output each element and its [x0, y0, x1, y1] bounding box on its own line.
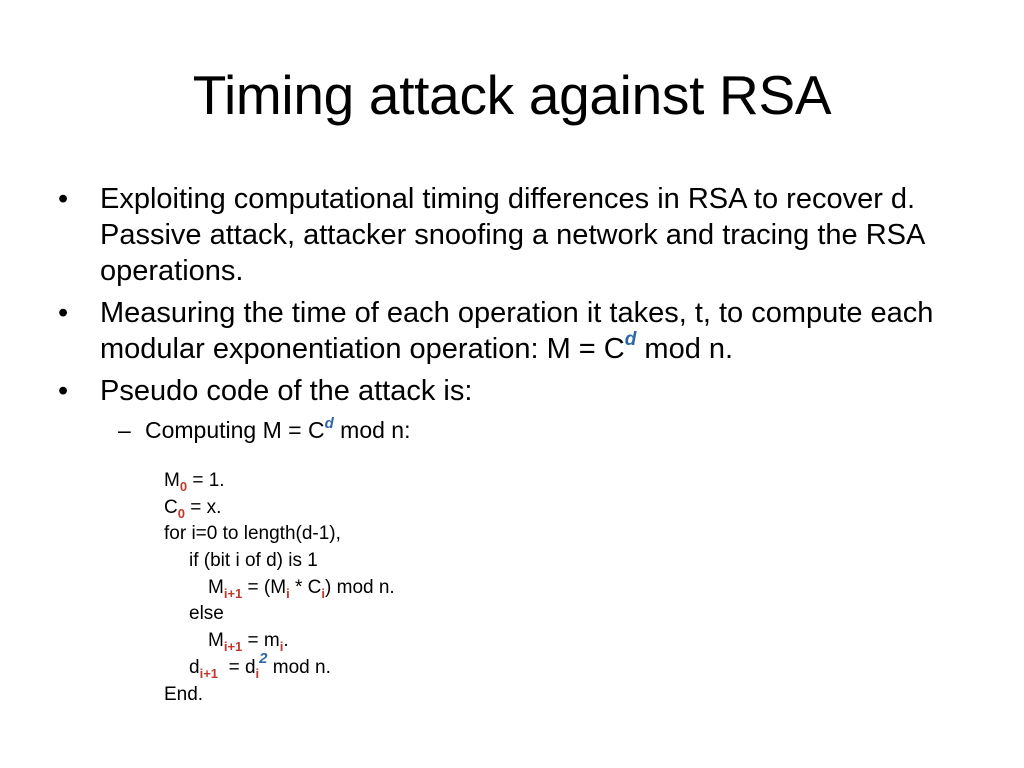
bullet-item — [58, 295, 978, 367]
bullet-text: Measuring the time of each operation it takes, t, to compute each modular exponentiation operation: M = C — [100, 297, 934, 365]
bullet-item — [58, 181, 978, 289]
code-text: M — [208, 576, 224, 598]
bullet-marker: • — [58, 297, 69, 329]
bullet-item — [58, 373, 978, 409]
code-line: if (bit i of d) is 1 — [189, 550, 318, 572]
sub-bullet-marker: – — [118, 417, 131, 443]
code-line: for i=0 to length(d-1), — [164, 523, 341, 545]
subscript: i — [279, 639, 284, 655]
subscript: i+1 — [223, 639, 243, 655]
bullet-marker: • — [58, 375, 69, 407]
bullet-text: Pseudo code of the attack is: — [100, 375, 473, 407]
code-text: = m — [242, 630, 280, 652]
code-line: else — [189, 603, 224, 625]
code-text: ) mod n. — [325, 576, 395, 598]
pseudo-code — [164, 468, 395, 708]
code-text: = 1. — [187, 470, 225, 491]
code-line — [164, 649, 395, 682]
code-text: * C — [289, 576, 322, 598]
superscript-d: d — [324, 415, 334, 432]
sub-bullet-item — [118, 415, 978, 445]
code-line — [164, 468, 395, 495]
sub-bullet-text-end: mod n: — [333, 417, 411, 443]
code-text: M — [208, 630, 224, 652]
subscript: i — [255, 665, 260, 681]
code-text: M — [164, 470, 180, 491]
code-text: d — [189, 656, 200, 678]
code-line — [164, 575, 395, 602]
superscript: 2 — [259, 649, 268, 667]
code-text: = x. — [184, 496, 222, 518]
bullet-text: Exploiting computational timing differences in RSA to recover d. Passive attack, attacker snoofing a network and tracing the RSA operations. — [100, 183, 924, 287]
superscript-d: d — [624, 329, 637, 350]
bullet-marker: • — [58, 183, 69, 215]
code-line: End. — [164, 683, 204, 705]
code-line — [164, 495, 395, 522]
subscript: 0 — [179, 479, 188, 494]
subscript: i — [321, 585, 326, 601]
code-text: = d — [218, 656, 256, 678]
bullet-list — [58, 181, 978, 445]
subscript: i+1 — [199, 665, 219, 681]
code-text: mod n. — [267, 656, 331, 678]
code-line — [164, 628, 395, 655]
subscript: 0 — [177, 505, 185, 521]
sub-bullet-text: Computing M = C — [145, 417, 325, 443]
subscript: i+1 — [223, 585, 243, 601]
code-text: = (M — [242, 576, 287, 598]
code-text: C — [164, 496, 178, 518]
code-text: . — [283, 630, 289, 652]
subscript: i — [286, 585, 290, 601]
bullet-text-end: mod n. — [644, 333, 734, 365]
slide-title: Timing attack against RSA — [192, 64, 832, 126]
